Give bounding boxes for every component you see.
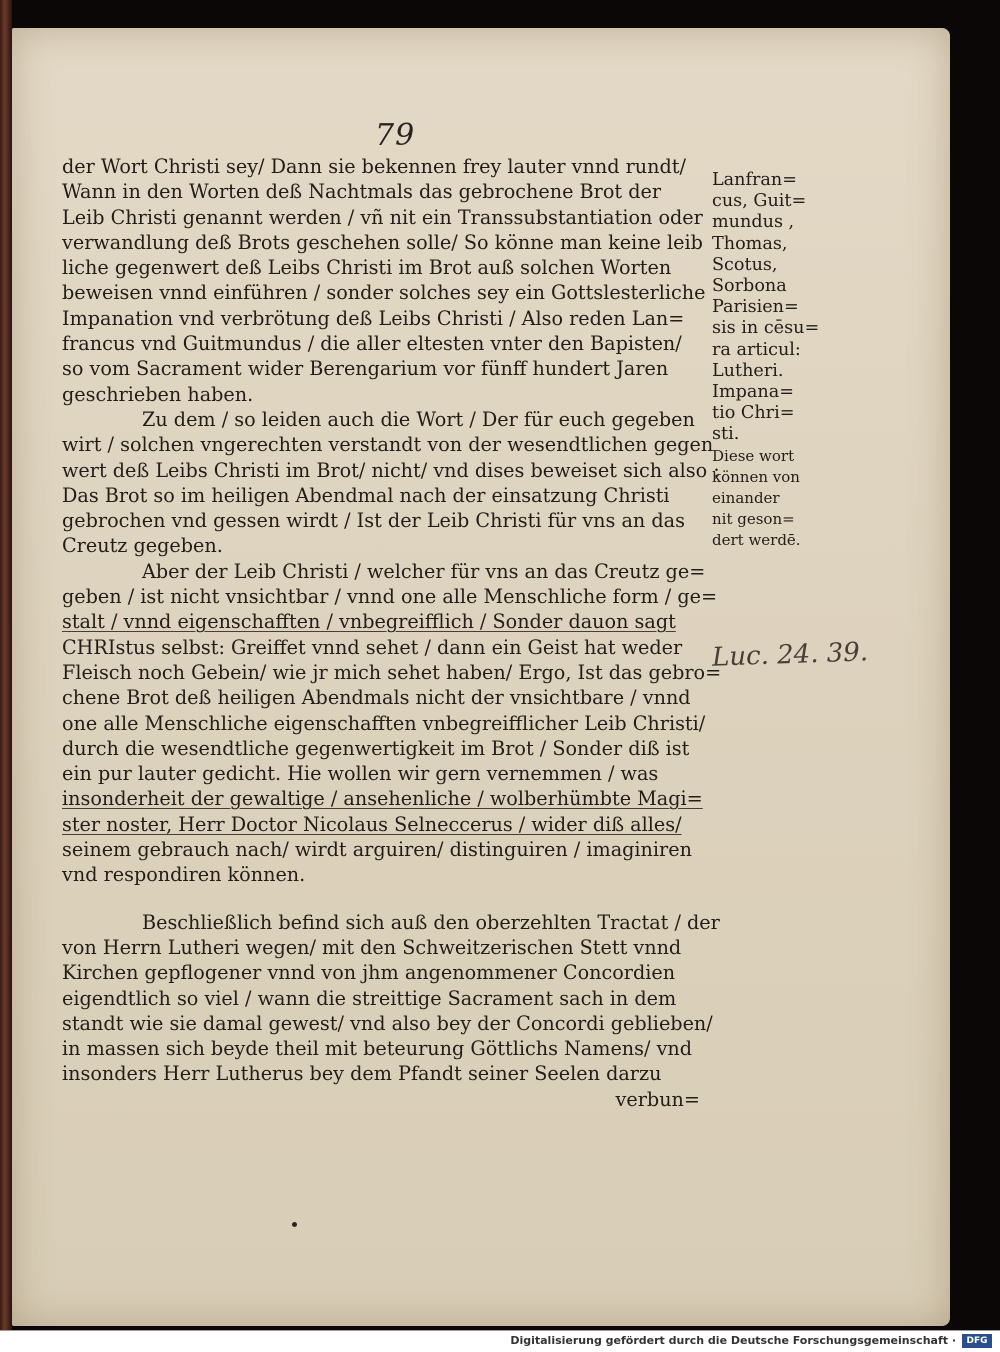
body-line: vnd respondiren können. xyxy=(62,863,306,887)
ink-dot xyxy=(292,1222,297,1227)
margin-note-line: Diese wort xyxy=(712,446,795,465)
body-line: Das Brot so im heiligen Abendmal nach der einsatzung Christi xyxy=(62,483,670,507)
handwritten-annotation: Luc. 24. 39. xyxy=(711,637,869,673)
margin-notes xyxy=(712,170,820,552)
margin-note-line: sis in cēsu= xyxy=(712,318,820,339)
margin-note-line: Parisien= xyxy=(712,297,799,318)
body-line: chene Brot deß heiligen Abendmals nicht der vnsichtbare / vnnd xyxy=(62,686,691,710)
body-line: seinem gebrauch nach/ wirdt arguiren/ distinguiren / imaginiren xyxy=(62,838,692,862)
body-line: one alle Menschliche eigenschafften vnbegreifflicher Leib Christi/ xyxy=(62,711,706,735)
body-line: von Herrn Lutheri wegen/ mit den Schweitzerischen Stett vnnd xyxy=(62,935,682,959)
margin-note-line: tio Chri= xyxy=(712,403,795,424)
body-line: Fleisch noch Gebein/ wie jr mich sehet haben/ Ergo, Ist das gebro= xyxy=(62,660,722,684)
margin-note-line: einander xyxy=(712,489,780,508)
body-line: eigendtlich so viel / wann die streittige Sacrament sach in dem xyxy=(62,986,677,1010)
margin-note-line: dert werdē. xyxy=(712,531,801,550)
body-line: beweisen vnnd einführen / sonder solches sey ein Gottslesterliche xyxy=(62,281,706,305)
body-text xyxy=(62,154,722,1112)
body-line-underlined: stalt / vnnd eigenschafften / vnbegreifflich / Sonder dauon sagt xyxy=(62,610,676,634)
page-number: 79 xyxy=(375,118,416,153)
body-line: so vom Sacrament wider Berengarium vor fünff hundert Jaren xyxy=(62,357,669,381)
body-line: francus vnd Guitmundus / die aller eltesten vnter den Bapisten/ xyxy=(62,332,682,356)
margin-note-line: Sorbona xyxy=(712,276,787,297)
body-line: insonders Herr Lutherus bey dem Pfandt seiner Seelen darzu xyxy=(62,1062,662,1086)
body-line: in massen sich beyde theil mit beteurung Göttlichs Namens/ vnd xyxy=(62,1037,693,1061)
body-line: Leib Christi genannt werden / vñ nit ein Transsubstantiation oder xyxy=(62,205,703,229)
margin-note-line: Lanfran= xyxy=(712,170,797,190)
margin-note-line: Scotus, xyxy=(712,254,778,275)
body-line: verwandlung deß Brots geschehen solle/ So könne man keine leib xyxy=(62,230,703,254)
margin-note-line: ra articul: xyxy=(712,339,801,360)
body-line: Impanation vnd verbrötung deß Leibs Christi / Also reden Lan= xyxy=(62,306,685,330)
body-line: wert deß Leibs Christi im Brot/ nicht/ vnd dises beweiset sich also : xyxy=(62,458,720,482)
body-line: durch die wesendtliche gegenwertigkeit im Brot / Sonder diß ist xyxy=(62,736,690,760)
margin-note-line: Thomas, xyxy=(712,233,788,254)
margin-note-line: Impana= xyxy=(712,382,794,403)
body-line: standt wie sie damal gewest/ vnd also bey der Concordi geblieben/ xyxy=(62,1011,713,1035)
dfg-logo-icon: DFG xyxy=(962,1334,992,1348)
catchword: verbun= xyxy=(615,1087,700,1111)
body-line: geschrieben haben. xyxy=(62,382,254,406)
margin-note-line: können von xyxy=(712,467,800,486)
body-line: Zu dem / so leiden auch die Wort / Der für euch gegeben xyxy=(142,407,695,431)
body-line: Beschließlich befind sich auß den oberzehlten Tractat / der xyxy=(142,910,720,934)
margin-note-line: sti. xyxy=(712,424,740,445)
margin-note-line: cus, Guit= xyxy=(712,191,807,212)
book-spine-edge xyxy=(0,0,12,1330)
body-line: ein pur lauter gedicht. Hie wollen wir gern vernemmen / was xyxy=(62,762,659,786)
paragraph-gap xyxy=(62,888,710,910)
body-line: liche gegenwert deß Leibs Christi im Brot auß solchen Worten xyxy=(62,256,672,280)
body-line: geben / ist nicht vnsichtbar / vnnd one alle Menschliche form / ge= xyxy=(62,585,718,609)
margin-note-line: nit geson= xyxy=(712,510,795,529)
margin-note-line: mundus , xyxy=(712,212,795,233)
footer-credit: Digitalisierung gefördert durch die Deutsche Forschungsgemeinschaft · xyxy=(510,1334,956,1347)
body-line: gebrochen vnd gessen wirdt / Ist der Leib Christi für vns an das xyxy=(62,509,685,533)
body-line-underlined: ster noster, Herr Doctor Nicolaus Selneccerus / wider diß alles/ xyxy=(62,812,682,836)
margin-note-line: Lutheri. xyxy=(712,360,784,381)
body-line-underlined: insonderheit der gewaltige / ansehenliche / wolberhümbte Magi= xyxy=(62,787,703,811)
body-line: Kirchen gepflogener vnnd von jhm angenommener Concordien xyxy=(62,961,676,985)
body-line: CHRIstus selbst: Greiffet vnnd sehet / dann ein Geist hat weder xyxy=(62,635,683,659)
footer-bar xyxy=(0,1330,1000,1352)
body-line: wirt / solchen vngerechten verstandt von der wesendtlichen gegen xyxy=(62,433,714,457)
body-line: Creutz gegeben. xyxy=(62,534,223,558)
body-line: der Wort Christi sey/ Dann sie bekennen frey lauter vnnd rundt/ xyxy=(62,155,686,178)
body-line: Aber der Leib Christi / welcher für vns an das Creutz ge= xyxy=(142,559,706,583)
body-line: Wann in den Worten deß Nachtmals das gebrochene Brot der xyxy=(62,180,661,204)
